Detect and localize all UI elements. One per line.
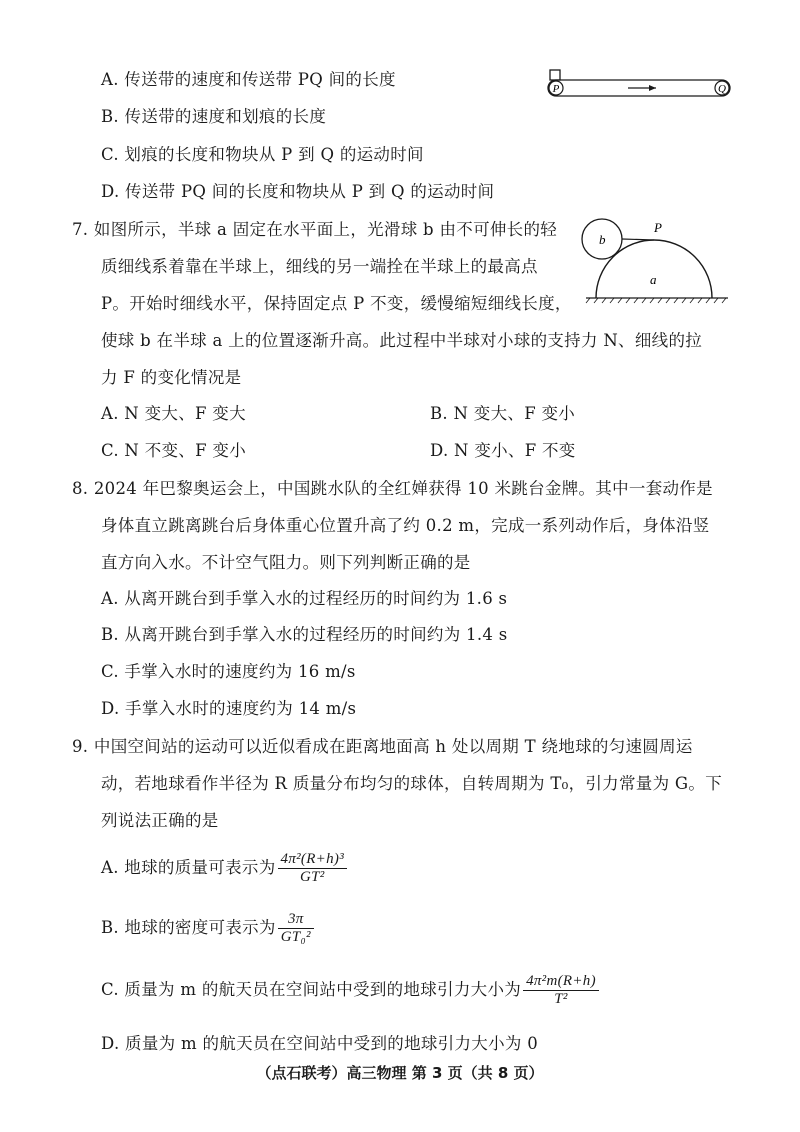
q7-stem-line-3: P。开始时细线水平，保持固定点 P 不变，缓慢缩短细线长度， xyxy=(101,294,572,313)
q8-stem-line-1: 8. 2024 年巴黎奥运会上，中国跳水队的全红婵获得 10 米跳台金牌。其中一套动作是 xyxy=(72,479,713,498)
q9-option-a xyxy=(101,848,347,888)
q8-stem-line-2: 身体直立跳离跳台后身体重心位置升高了约 0.2 m，完成一系列动作后，身体沿竖 xyxy=(101,516,710,535)
q9-option-a-text: A. 地球的质量可表示为 xyxy=(101,858,276,877)
q8-option-d: D. 手掌入水时的速度约为 14 m/s xyxy=(101,699,357,718)
string-line xyxy=(622,239,654,240)
q7-option-b: B. N 变大、F 变小 xyxy=(430,404,576,423)
q9-option-a-fraction xyxy=(278,851,347,886)
conveyor-belt-figure xyxy=(540,64,740,104)
q9-option-d: D. 质量为 m 的航天员在空间站中受到的地球引力大小为 0 xyxy=(101,1034,539,1053)
q8-stem-line-3: 直方向入水。不计空气阻力。则下列判断正确的是 xyxy=(101,553,471,572)
hemisphere-a-label: a xyxy=(650,272,657,287)
q7-stem-line-5: 力 F 的变化情况是 xyxy=(101,368,242,387)
q9-option-a-numerator: 4π²(R+h)³ xyxy=(278,851,347,869)
q9-option-c-fraction xyxy=(523,973,599,1008)
hemisphere-ball-figure xyxy=(582,212,732,312)
q9-stem-line-3: 列说法正确的是 xyxy=(101,811,219,830)
ball-b-label: b xyxy=(599,232,606,247)
q9-option-a-denominator: GT² xyxy=(299,869,325,885)
q7-stem-line-2: 质细线系着靠在半球上，细线的另一端拴在半球上的最高点 xyxy=(101,257,538,276)
pulley-p-label: P xyxy=(552,83,560,95)
q9-option-b-text: B. 地球的密度可表示为 xyxy=(101,918,276,937)
q9-option-c-numerator: 4π²m(R+h) xyxy=(523,973,599,991)
q7-option-c: C. N 不变、F 变小 xyxy=(101,441,247,460)
q9-option-c-text: C. 质量为 m 的航天员在空间站中受到的地球引力大小为 xyxy=(101,980,522,999)
q7-stem-line-1: 7. 如图所示，半球 a 固定在水平面上，光滑球 b 由不可伸长的轻 xyxy=(72,220,558,239)
q6-option-a: A. 传送带的速度和传送带 PQ 间的长度 xyxy=(101,70,396,89)
q8-option-c: C. 手掌入水时的速度约为 16 m/s xyxy=(101,662,356,681)
q9-option-c-denominator: T² xyxy=(554,991,568,1007)
q9-stem-line-1: 9. 中国空间站的运动可以近似看成在距离地面高 h 处以周期 T 绕地球的匀速圆周运 xyxy=(72,737,693,756)
q8-option-a: A. 从离开跳台到手掌入水的过程经历的时间约为 1.6 s xyxy=(101,589,508,608)
q7-option-d: D. N 变小、F 不变 xyxy=(430,441,576,460)
q9-option-b-numerator: 3π xyxy=(278,911,314,929)
q6-option-b: B. 传送带的速度和划痕的长度 xyxy=(101,107,327,126)
q9-option-b xyxy=(101,908,314,948)
pulley-q-label: Q xyxy=(718,83,726,95)
q6-option-c: C. 划痕的长度和物块从 P 到 Q 的运动时间 xyxy=(101,145,424,164)
q6-option-d: D. 传送带 PQ 间的长度和物块从 P 到 Q 的运动时间 xyxy=(101,182,495,201)
q8-option-b: B. 从离开跳台到手掌入水的过程经历的时间约为 1.4 s xyxy=(101,625,508,644)
q7-option-a: A. N 变大、F 变大 xyxy=(101,404,246,423)
block-on-belt xyxy=(550,70,560,80)
q9-option-b-denominator: GT₀² xyxy=(280,929,311,945)
point-p-label: P xyxy=(654,220,662,235)
q9-option-c xyxy=(101,970,599,1010)
q9-stem-line-2: 动，若地球看作半径为 R 质量分布均匀的球体，自转周期为 T₀，引力常量为 G。下 xyxy=(101,774,723,793)
q7-stem-line-4: 使球 b 在半球 a 上的位置逐渐升高。此过程中半球对小球的支持力 N、细线的拉 xyxy=(101,331,703,350)
q9-option-b-fraction xyxy=(278,911,314,946)
page-footer: （点石联考）高三物理 第 3 页（共 8 页） xyxy=(256,1064,544,1082)
